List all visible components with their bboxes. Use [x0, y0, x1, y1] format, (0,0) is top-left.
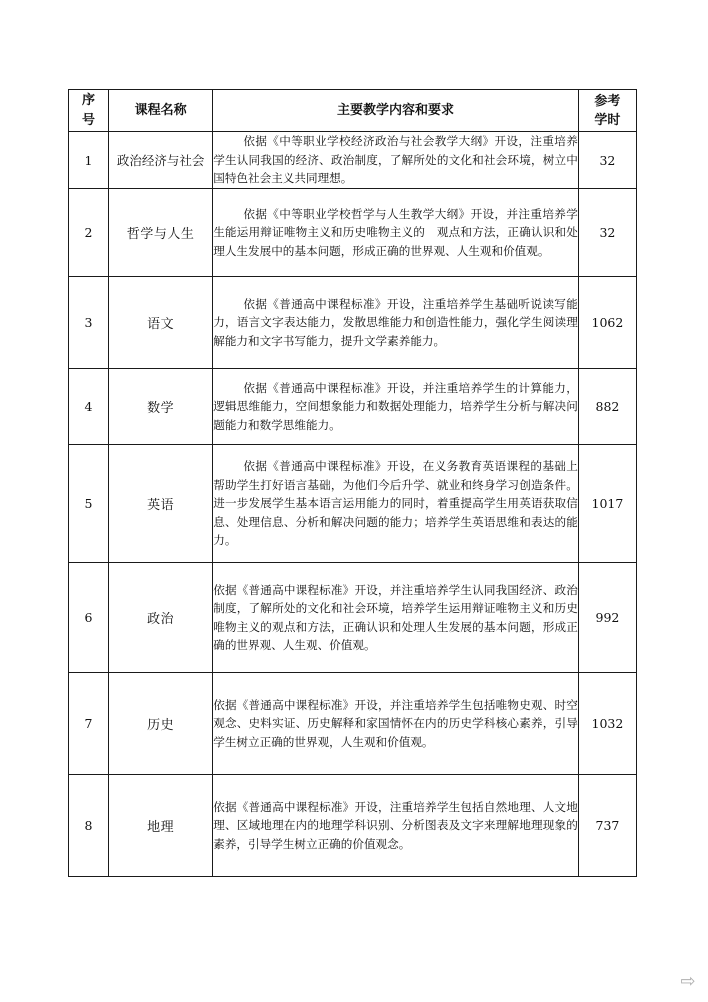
course-name: 哲学与人生 — [109, 189, 213, 277]
course-description: 依据《普通高中课程标准》开设，并注重培养学生认同我国经济、政治制度，了解所处的文化和社会环境，培养学生运用辩证唯物主义和历史唯物主义的观点和方法，正确认识和处理人生发展的基本问题，形成正确的世界观、人生观、价值观。 — [213, 563, 579, 673]
course-name: 地理 — [109, 775, 213, 877]
table-row — [69, 277, 637, 369]
row-number: 5 — [69, 445, 109, 563]
table-row — [69, 673, 637, 775]
row-number: 7 — [69, 673, 109, 775]
course-name: 英语 — [109, 445, 213, 563]
header-description: 主要教学内容和要求 — [213, 90, 579, 132]
course-hours: 1062 — [578, 277, 636, 369]
course-name: 语文 — [109, 277, 213, 369]
arrow-right-icon[interactable]: ⇨ — [680, 971, 696, 992]
course-name: 历史 — [109, 673, 213, 775]
course-description: 依据《中等职业学校哲学与人生教学大纲》开设，并注重培养学生能运用辩证唯物主义和历史唯物主义的 观点和方法，正确认识和处理人生发展中的基本问题，形成正确的世界观、人生观和价值观。 — [213, 189, 579, 277]
table-row — [69, 132, 637, 189]
course-description: 依据《普通高中课程标准》开设，并注重培养学生的计算能力，逻辑思维能力，空间想象能力和数据处理能力，培养学生分析与解决问题能力和数学思维能力。 — [213, 369, 579, 445]
row-number: 1 — [69, 132, 109, 189]
header-course-name: 课程名称 — [109, 90, 213, 132]
table-row — [69, 775, 637, 877]
table-row — [69, 563, 637, 673]
course-name: 政治 — [109, 563, 213, 673]
header-hours-line1: 参考 — [594, 93, 621, 109]
course-hours: 1017 — [578, 445, 636, 563]
curriculum-table — [68, 89, 637, 877]
course-hours: 1032 — [578, 673, 636, 775]
course-description: 依据《普通高中课程标准》开设，注重培养学生包括自然地理、人文地理、区域地理在内的地理学科识别、分析图表及文字来理解地理现象的素养，引导学生树立正确的价值观念。 — [213, 775, 579, 877]
table-row — [69, 445, 637, 563]
course-hours: 32 — [578, 132, 636, 189]
course-description: 依据《普通高中课程标准》开设，注重培养学生基础听说读写能力，语言文字表达能力，发散思维能力和创造性能力，强化学生阅读理解能力和文字书写能力，提升文学素养能力。 — [213, 277, 579, 369]
course-name: 数学 — [109, 369, 213, 445]
course-description: 依据《普通高中课程标准》开设，并注重培养学生包括唯物史观、时空观念、史料实证、历史解释和家国情怀在内的历史学科核心素养，引导学生树立正确的世界观，人生观和价值观。 — [213, 673, 579, 775]
row-number: 6 — [69, 563, 109, 673]
course-hours: 882 — [578, 369, 636, 445]
row-number: 8 — [69, 775, 109, 877]
course-description: 依据《中等职业学校经济政治与社会教学大纲》开设，注重培养学生认同我国的经济、政治制度，了解所处的文化和社会环境，树立中国特色社会主义共同理想。 — [213, 132, 579, 189]
table-row — [69, 189, 637, 277]
row-number: 4 — [69, 369, 109, 445]
table-row — [69, 369, 637, 445]
course-hours: 737 — [578, 775, 636, 877]
course-name: 政治经济与社会 — [109, 132, 213, 189]
course-description: 依据《普通高中课程标准》开设，在义务教育英语课程的基础上帮助学生打好语言基础，为他们今后升学、就业和终身学习创造条件。进一步发展学生基本语言运用能力的同时，着重提高学生用英语获取信息、处理信息、分析和解决问题的能力；培养学生英语思维和表达的能力。 — [213, 445, 579, 563]
course-hours: 32 — [578, 189, 636, 277]
table-header-row — [69, 90, 637, 132]
row-number: 3 — [69, 277, 109, 369]
header-hours-line2: 学时 — [594, 112, 621, 128]
course-hours: 992 — [578, 563, 636, 673]
row-number: 2 — [69, 189, 109, 277]
header-hours — [578, 90, 636, 132]
header-number — [69, 90, 109, 132]
header-number-line1: 序 — [82, 92, 96, 108]
header-number-line2: 号 — [82, 112, 96, 128]
